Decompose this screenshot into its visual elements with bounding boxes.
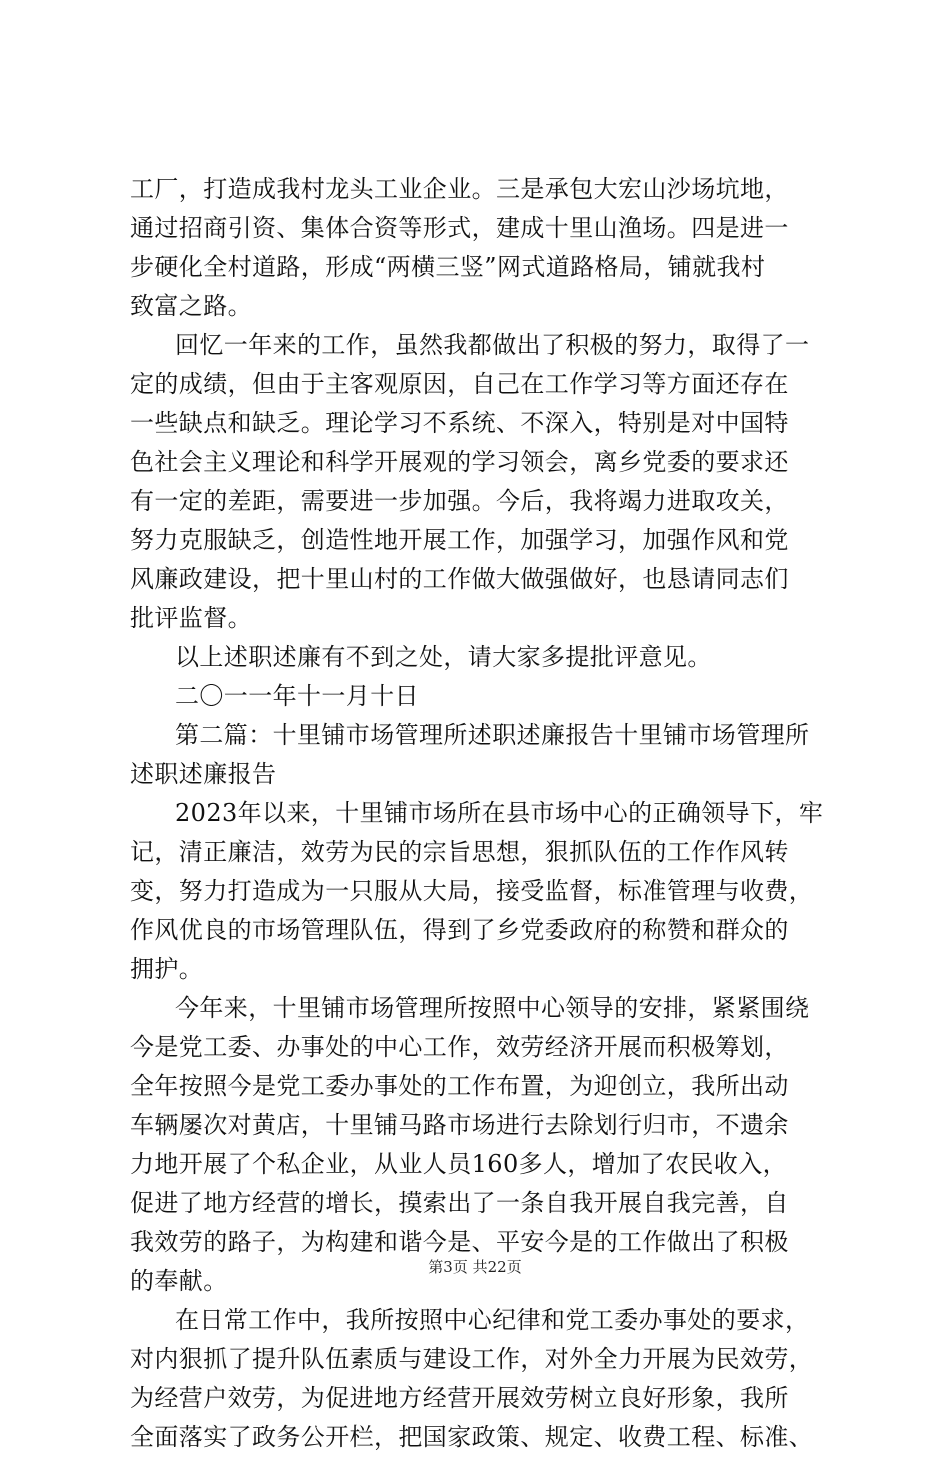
text-line: 我效劳的路子，为构建和谐今是、平安今是的工作做出了积极 [130, 1228, 789, 1256]
paragraph-start-line: 2023年以来，十里铺市场所在县市场中心的正确领导下，牢 [175, 799, 824, 827]
paragraph-start-line: 回忆一年来的工作，虽然我都做出了积极的努力，取得了一 [175, 331, 810, 359]
section-title-line: 第二篇：十里铺市场管理所述职述廉报告十里铺市场管理所 [175, 721, 810, 749]
paragraph-start-line: 在日常工作中，我所按照中心纪律和党工委办事处的要求， [175, 1306, 810, 1334]
text-line: 拥护。 [130, 955, 204, 983]
text-line: 记，清正廉洁，效劳为民的宗旨思想，狠抓队伍的工作作风转 [130, 838, 789, 866]
text-line: 全面落实了政务公开栏，把国家政策、规定、收费工程、标准、 [130, 1423, 814, 1451]
text-line: 有一定的差距，需要进一步加强。今后，我将竭力进取攻关， [130, 487, 789, 515]
text-line: 致富之路。 [130, 292, 252, 320]
text-line: 通过招商引资、集体合资等形式，建成十里山渔场。四是进一 [130, 214, 789, 242]
text-line: 一些缺点和缺乏。理论学习不系统、不深入，特别是对中国特 [130, 409, 789, 437]
text-line: 风廉政建设，把十里山村的工作做大做强做好，也恳请同志们 [130, 565, 789, 593]
text-line: 促进了地方经营的增长，摸索出了一条自我开展自我完善，自 [130, 1189, 789, 1217]
page-number-footer: 第3页 共22页 [428, 1258, 522, 1276]
text-line: 全年按照今是党工委办事处的工作布置，为迎创立，我所出动 [130, 1072, 789, 1100]
text-line: 色社会主义理论和科学开展观的学习领会，离乡党委的要求还 [130, 448, 789, 476]
text-line: 的奉献。 [130, 1267, 228, 1295]
text-line: 定的成绩，但由于主客观原因，自己在工作学习等方面还存在 [130, 370, 789, 398]
text-line: 步硬化全村道路，形成“两横三竖”网式道路格局，铺就我村 [130, 253, 766, 281]
text-line: 变，努力打造成为一只服从大局，接受监督，标准管理与收费， [130, 877, 814, 905]
text-line: 努力克服缺乏，创造性地开展工作，加强学习，加强作风和党 [130, 526, 789, 554]
text-line: 批评监督。 [130, 604, 252, 632]
text-line: 工厂，打造成我村龙头工业企业。三是承包大宏山沙场坑地， [130, 175, 789, 203]
text-line: 对内狠抓了提升队伍素质与建设工作，对外全力开展为民效劳， [130, 1345, 814, 1373]
text-line: 今是党工委、办事处的中心工作，效劳经济开展而积极筹划， [130, 1033, 789, 1061]
paragraph-start-line: 以上述职述廉有不到之处，请大家多提批评意见。 [175, 643, 712, 671]
date-line: 二〇一一年十一月十日 [175, 682, 419, 710]
text-line: 力地开展了个私企业，从业人员160多人，增加了农民收入， [130, 1150, 788, 1178]
text-line: 作风优良的市场管理队伍，得到了乡党委政府的称赞和群众的 [130, 916, 789, 944]
text-line: 车辆屡次对黄店，十里铺马路市场进行去除划行归市，不遗余 [130, 1111, 789, 1139]
paragraph-start-line: 今年来，十里铺市场管理所按照中心领导的安排，紧紧围绕 [175, 994, 810, 1022]
text-line: 为经营户效劳，为促进地方经营开展效劳树立良好形象，我所 [130, 1384, 789, 1412]
section-title-line: 述职述廉报告 [130, 760, 277, 788]
